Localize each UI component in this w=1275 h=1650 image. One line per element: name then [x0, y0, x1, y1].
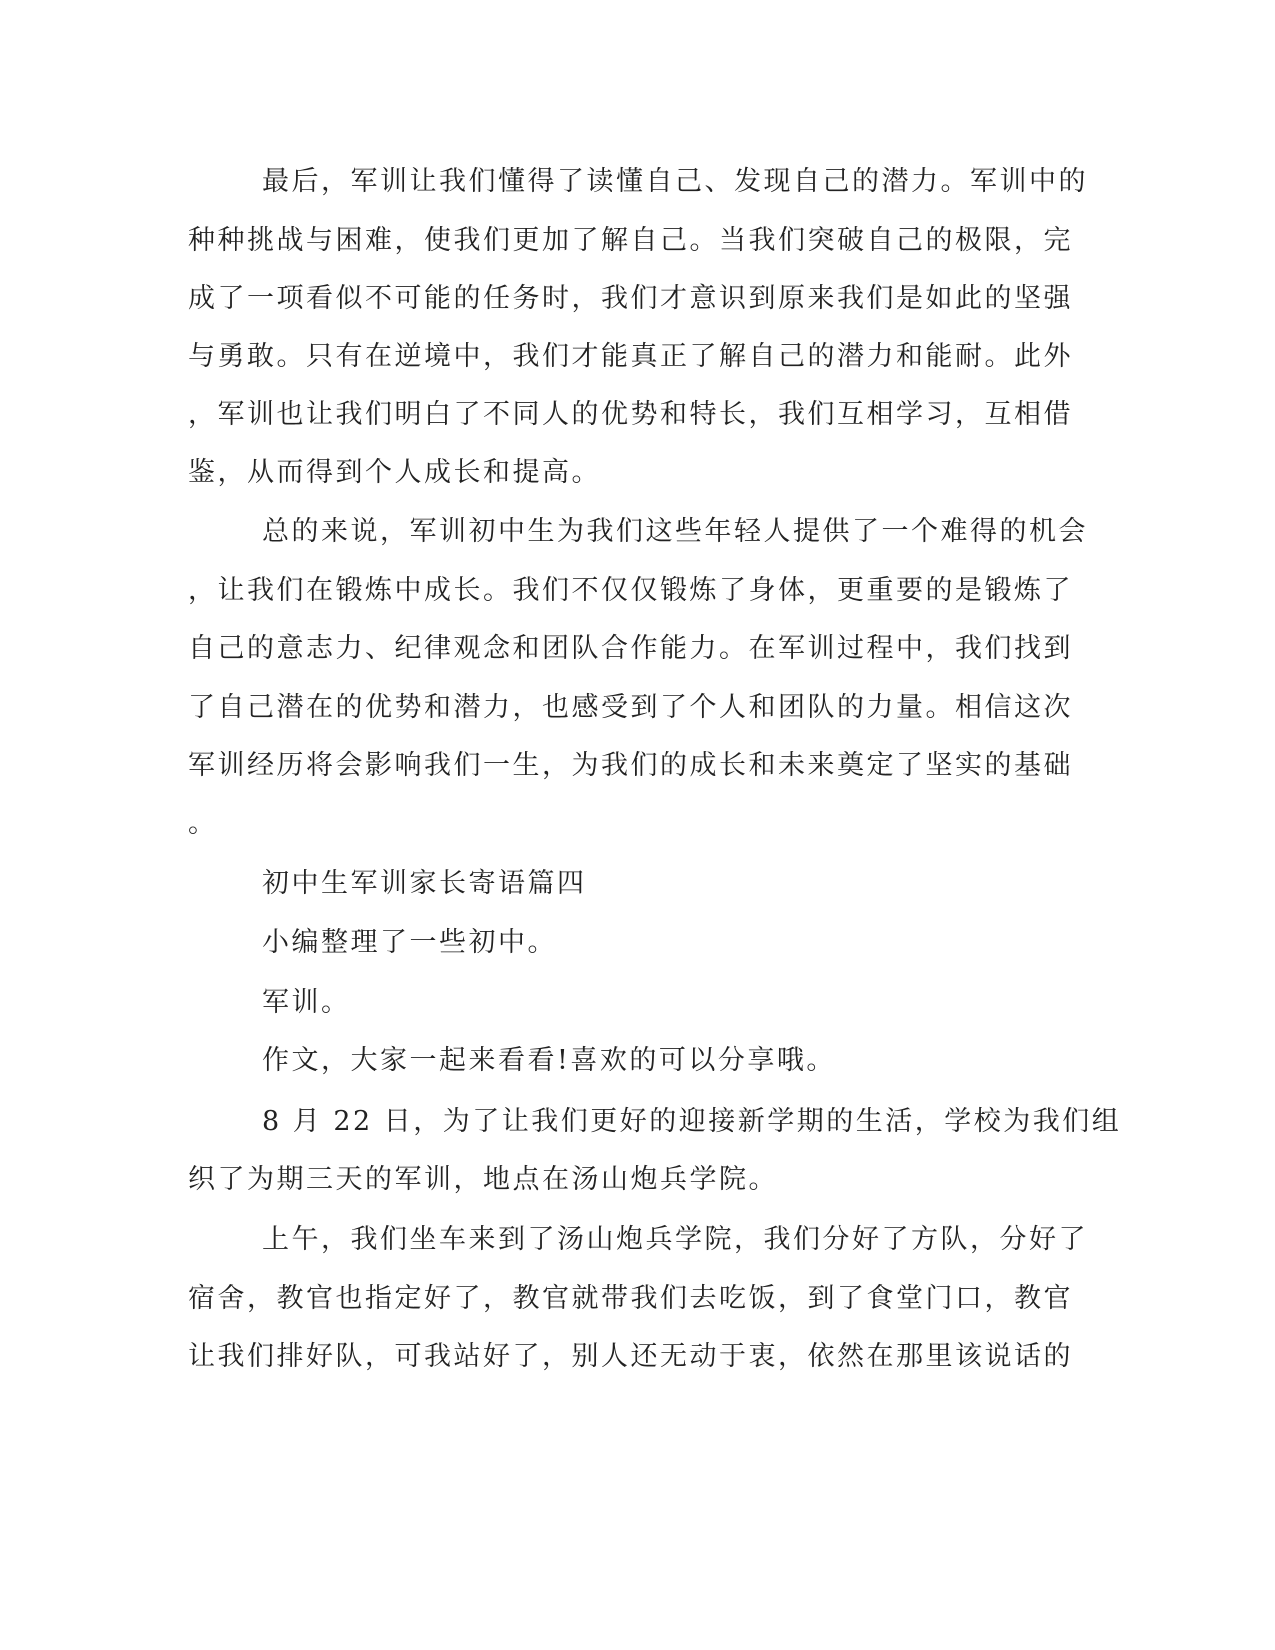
- section-heading: 初中生军训家长寄语篇四: [262, 868, 587, 899]
- text-line: 军训。: [262, 987, 351, 1018]
- text-line: 8 月 22 日，为了让我们更好的迎接新学期的生活，学校为我们组: [262, 1106, 1122, 1137]
- text-line: 作文，大家一起来看看!喜欢的可以分享哦。: [262, 1045, 836, 1076]
- text-line: 宿舍，教官也指定好了，教官就带我们去吃饭，到了食堂门口，教官: [188, 1283, 1073, 1314]
- text-line: 让我们排好队，可我站好了，别人还无动于衷，依然在那里该说话的: [188, 1341, 1073, 1372]
- text-line: 军训经历将会影响我们一生，为我们的成长和未来奠定了坚实的基础: [188, 750, 1073, 781]
- text-line: 。: [188, 808, 218, 839]
- text-line: ，军训也让我们明白了不同人的优势和特长，我们互相学习，互相借: [188, 399, 1073, 430]
- text-line: ，让我们在锻炼中成长。我们不仅仅锻炼了身体，更重要的是锻炼了: [188, 575, 1073, 606]
- text-line: 自己的意志力、纪律观念和团队合作能力。在军训过程中，我们找到: [188, 633, 1073, 664]
- text-line: 总的来说，军训初中生为我们这些年轻人提供了一个难得的机会: [262, 516, 1088, 547]
- text-line: 成了一项看似不可能的任务时，我们才意识到原来我们是如此的坚强: [188, 283, 1073, 314]
- text-line: 织了为期三天的军训，地点在汤山炮兵学院。: [188, 1164, 778, 1195]
- text-line: 最后，军训让我们懂得了读懂自己、发现自己的潜力。军训中的: [262, 166, 1088, 197]
- text-line: 与勇敢。只有在逆境中，我们才能真正了解自己的潜力和能耐。此外: [188, 341, 1073, 372]
- text-line: 上午，我们坐车来到了汤山炮兵学院，我们分好了方队，分好了: [262, 1224, 1088, 1255]
- text-line: 小编整理了一些初中。: [262, 927, 557, 958]
- text-line: 了自己潜在的优势和潜力，也感受到了个人和团队的力量。相信这次: [188, 692, 1073, 723]
- text-line: 鉴，从而得到个人成长和提高。: [188, 457, 601, 488]
- text-line: 种种挑战与困难，使我们更加了解自己。当我们突破自己的极限，完: [188, 225, 1073, 256]
